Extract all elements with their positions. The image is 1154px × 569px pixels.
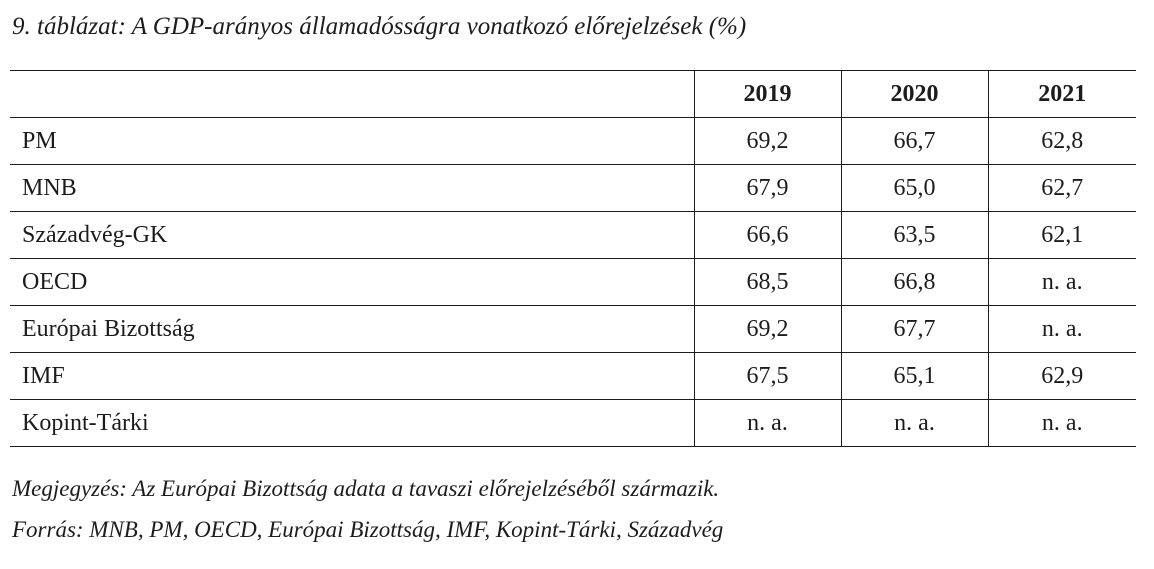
column-header-2019: 2019 (694, 71, 841, 118)
table-cell: 66,6 (694, 212, 841, 259)
source-text: Forrás: MNB, PM, OECD, Európai Bizottság, IMF, Kopint-Tárki, Századvég (12, 517, 724, 542)
table-cell: 67,7 (841, 306, 988, 353)
row-label: MNB (10, 165, 694, 212)
header-empty-cell (10, 71, 694, 118)
table-cell: 68,5 (694, 259, 841, 306)
table-row (10, 212, 1136, 259)
column-header-2021: 2021 (988, 71, 1136, 118)
table-cell: n. a. (988, 306, 1136, 353)
row-label: Századvég-GK (10, 212, 694, 259)
table-row (10, 306, 1136, 353)
table-cell: 65,0 (841, 165, 988, 212)
table-cell: 65,1 (841, 353, 988, 400)
table-cell: 66,8 (841, 259, 988, 306)
forecast-table (10, 70, 1136, 447)
row-label: IMF (10, 353, 694, 400)
table-cell: 67,5 (694, 353, 841, 400)
table-row (10, 400, 1136, 447)
column-header-2020: 2020 (841, 71, 988, 118)
table-cell: 63,5 (841, 212, 988, 259)
row-label: PM (10, 118, 694, 165)
table-cell: n. a. (988, 259, 1136, 306)
table-cell: 66,7 (841, 118, 988, 165)
table-cell: n. a. (841, 400, 988, 447)
table-cell: 62,9 (988, 353, 1136, 400)
table-header-row (10, 71, 1136, 118)
row-label: Kopint-Tárki (10, 400, 694, 447)
row-label: Európai Bizottság (10, 306, 694, 353)
note-text: Megjegyzés: Az Európai Bizottság adata a tavaszi előrejelzéséből származik. (12, 476, 720, 501)
table-cell: n. a. (694, 400, 841, 447)
table-cell: n. a. (988, 400, 1136, 447)
table-row (10, 259, 1136, 306)
row-label: OECD (10, 259, 694, 306)
table-cell: 69,2 (694, 118, 841, 165)
table-notes (12, 468, 723, 550)
table-cell: 67,9 (694, 165, 841, 212)
table-cell: 62,8 (988, 118, 1136, 165)
table-cell: 62,7 (988, 165, 1136, 212)
table-cell: 69,2 (694, 306, 841, 353)
table-row (10, 353, 1136, 400)
table-cell: 62,1 (988, 212, 1136, 259)
table-title: 9. táblázat: A GDP-arányos államadósságra vonatkozó előrejelzések (%) (12, 13, 747, 40)
table-row (10, 118, 1136, 165)
table-row (10, 165, 1136, 212)
